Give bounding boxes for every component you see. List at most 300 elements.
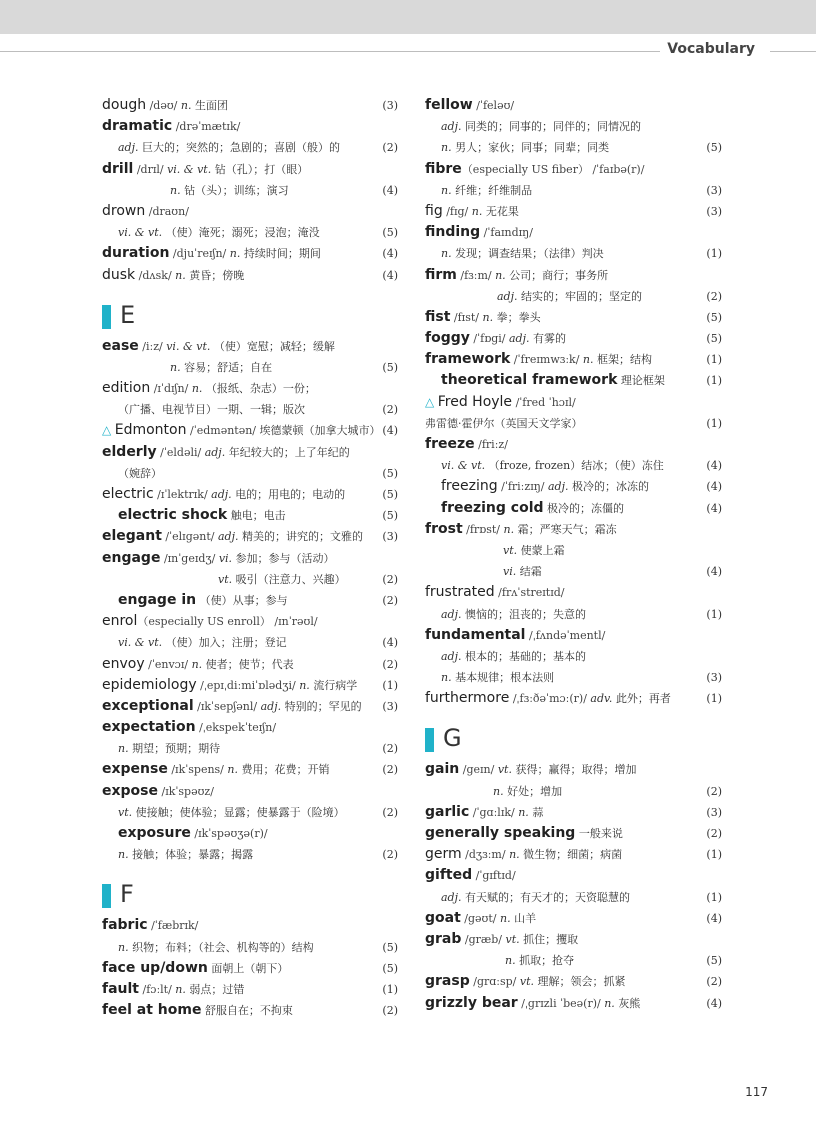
sense-row — [425, 137, 722, 158]
part-of-speech: vi. & vt. — [167, 162, 212, 176]
unit-number: (1) — [706, 374, 722, 388]
entry-row — [102, 717, 398, 738]
unit-number: (2) — [382, 403, 398, 417]
headword: dough — [102, 97, 147, 113]
entry-row — [425, 392, 722, 413]
definition: （froze, frozen）结冰；（使）冻住 — [488, 459, 664, 473]
sense-row — [425, 781, 722, 802]
part-of-speech: n. — [500, 911, 511, 925]
definition: 获得；赢得；取得；增加 — [515, 763, 637, 777]
part-of-speech: n. — [229, 247, 241, 261]
definition: 好处；增加 — [507, 784, 563, 798]
headword: garlic — [425, 803, 470, 820]
unit-number: (4) — [382, 183, 398, 197]
entry-row — [102, 590, 398, 611]
entry-row — [102, 159, 398, 180]
phonetic: /geɪn/ — [462, 763, 495, 777]
headword: frost — [425, 520, 463, 537]
entry-row — [425, 865, 722, 886]
headword: gifted — [425, 867, 473, 884]
headword: fault — [102, 980, 139, 997]
headword: drown — [102, 202, 146, 219]
part-of-speech: n. — [505, 954, 516, 968]
headword: fibre — [425, 160, 462, 177]
sense-row — [102, 357, 398, 378]
headword: exposure — [118, 825, 191, 841]
unit-number: (2) — [382, 572, 398, 586]
entry-row — [425, 498, 722, 519]
entry-row — [425, 929, 722, 950]
part-of-speech: n. — [299, 678, 310, 692]
definition: 结实的；牢固的；坚定的 — [521, 289, 643, 303]
sense-row — [425, 286, 722, 307]
part-of-speech: adj. — [211, 488, 232, 501]
entry-row — [425, 328, 722, 349]
phonetic: /ɪnˈrəʊl/ — [274, 615, 318, 629]
sense-row — [425, 950, 722, 971]
variant-spelling: （especially US enroll） — [137, 615, 271, 629]
phonetic: /ˈfred ˈhɔɪl/ — [515, 395, 576, 409]
phonetic: /ɪkˈspens/ — [171, 763, 224, 777]
sense-row — [425, 887, 722, 908]
phonetic: /ˈedməntən/ — [189, 424, 257, 438]
unit-number: (2) — [382, 1004, 398, 1018]
definition: 黄昏；傍晚 — [189, 268, 245, 282]
unit-number: (4) — [706, 996, 722, 1010]
unit-number: (4) — [706, 480, 722, 494]
headword: epidemiology — [102, 676, 197, 693]
definition: 流行病学 — [313, 678, 358, 692]
entry-row — [425, 519, 722, 540]
sense-row — [425, 413, 722, 434]
headword: engage in — [118, 591, 197, 608]
entry-row — [102, 696, 398, 717]
phonetic: /ɪˈlektrɪk/ — [157, 488, 208, 501]
phonetic: /ˈfæbrɪk/ — [151, 919, 199, 933]
entry-row — [425, 476, 722, 497]
section-marker — [102, 884, 111, 908]
left-column — [102, 95, 398, 1021]
phonetic: /friːz/ — [478, 438, 508, 451]
definition: （使）加入；注册；登记 — [165, 636, 287, 650]
entry-row — [102, 823, 398, 844]
part-of-speech: n. — [118, 940, 129, 954]
definition: 极冷的；冻僵的 — [547, 501, 625, 515]
unit-number: (5) — [706, 954, 722, 968]
phonetic: /ˈfaɪndɪŋ/ — [483, 226, 533, 240]
unit-number: (2) — [706, 289, 722, 303]
part-of-speech: n. — [175, 982, 186, 996]
phonetic: /ˈfaɪbə(r)/ — [592, 162, 645, 176]
headword: fundamental — [425, 626, 526, 643]
headword: frustrated — [425, 584, 495, 601]
part-of-speech: vt. — [218, 572, 233, 586]
headword: enrol — [102, 613, 138, 630]
definition: 埃德蒙顿（加拿大城市） — [259, 424, 381, 438]
definition: 钻（孔）；打（眼） — [214, 162, 309, 176]
part-of-speech: adv. — [590, 692, 613, 706]
top-gray-band — [0, 0, 816, 34]
section-letter: E — [120, 300, 136, 329]
sense-row — [425, 561, 722, 582]
definition: 生面团 — [194, 99, 228, 112]
part-of-speech: adj. — [497, 289, 518, 303]
part-of-speech: vt. — [505, 932, 520, 946]
part-of-speech: adj. — [509, 332, 530, 346]
part-of-speech: n. — [191, 382, 203, 396]
phonetic: /ˈgɪftɪd/ — [475, 869, 516, 883]
entry-row — [102, 781, 398, 802]
headword: furthermore — [425, 690, 510, 707]
definition: 钻（头）；训练；演习 — [184, 183, 289, 197]
sense-row — [102, 463, 398, 484]
definition: 根本的；基础的；基本的 — [465, 649, 587, 663]
phonetic: /dʌsk/ — [138, 268, 172, 282]
phonetic: /græb/ — [464, 932, 502, 946]
part-of-speech: vi. & vt. — [118, 636, 163, 650]
part-of-speech: n. — [503, 522, 515, 536]
phonetic: /frɒst/ — [466, 522, 500, 536]
headword: Edmonton — [114, 422, 187, 439]
definition: 期望；预期；期待 — [132, 742, 221, 756]
sense-row — [425, 604, 722, 625]
phonetic: /ˌfʌndəˈmentl/ — [528, 628, 606, 642]
entry-row — [425, 434, 722, 455]
phonetic: /ˌgrɪzli ˈbeə(r)/ — [521, 996, 601, 1010]
phonetic: /fɪst/ — [453, 310, 479, 324]
phonetic: /ˌepɪˌdiːmiˈɒlədʒi/ — [200, 678, 296, 692]
definition: （使）宽慰；减轻；缓解 — [213, 339, 335, 353]
headword: duration — [102, 245, 170, 262]
part-of-speech: adj. — [441, 890, 462, 904]
headword: dramatic — [102, 118, 173, 135]
headword: electric — [102, 486, 154, 502]
part-of-speech: n. — [180, 99, 192, 112]
definition: 一般来说 — [578, 827, 623, 840]
headword: freezing — [441, 478, 498, 495]
definition: 男人；家伙；同事；同辈；同类 — [455, 141, 610, 155]
phonetic: /ˌekspekˈteɪʃn/ — [199, 721, 277, 735]
sense-row — [102, 222, 398, 243]
definition: 吸引（注意力、兴趣） — [235, 572, 346, 586]
entry-row — [102, 442, 398, 463]
right-column — [425, 95, 722, 1014]
definition: 特别的；罕见的 — [284, 699, 362, 713]
entry-row — [102, 505, 398, 526]
unit-number: (4) — [706, 911, 722, 925]
unit-number: (5) — [706, 332, 722, 346]
headword: germ — [425, 846, 462, 863]
definition: 织物；布料；（社会、机构等的）结构 — [132, 940, 314, 954]
sense-row — [102, 802, 398, 823]
headword: theoretical framework — [441, 372, 618, 389]
sense-row — [102, 632, 398, 653]
unit-number: (4) — [706, 501, 722, 515]
entry-row — [425, 582, 722, 603]
unit-number: (4) — [382, 247, 398, 261]
unit-number: (3) — [706, 805, 722, 819]
unit-number: (3) — [382, 699, 398, 713]
unit-number: (4) — [706, 565, 722, 579]
entry-row — [425, 844, 722, 865]
unit-number: (5) — [706, 141, 722, 155]
unit-number: (5) — [382, 466, 398, 480]
entry-row — [425, 802, 722, 823]
entry-row — [425, 222, 722, 243]
part-of-speech: n. — [441, 183, 452, 197]
headword: gain — [425, 761, 460, 778]
headword: face up/down — [102, 959, 208, 976]
definition: （婉辞） — [118, 466, 162, 480]
definition: 舒服自在；不拘束 — [204, 1004, 293, 1018]
entry-row — [102, 915, 398, 936]
entry-row — [102, 420, 398, 441]
unit-number: (3) — [706, 183, 722, 197]
headword: generally speaking — [425, 825, 576, 841]
unit-number: (5) — [382, 360, 398, 374]
phonetic: /iːz/ — [142, 339, 163, 353]
part-of-speech: n. — [441, 141, 452, 155]
sense-row — [102, 937, 398, 958]
phonetic: /ˈfriːzɪŋ/ — [501, 480, 545, 494]
headword: envoy — [102, 655, 145, 672]
entry-row — [425, 370, 722, 391]
unit-number: (3) — [382, 530, 398, 544]
headword: freezing cold — [441, 499, 544, 516]
headword: feel at home — [102, 1002, 202, 1019]
entry-row — [102, 526, 398, 547]
phonetic: /grɑːsp/ — [473, 975, 517, 989]
definition: 发现；调查结果；（法律）判决 — [455, 247, 604, 261]
sense-row — [102, 738, 398, 759]
section-heading — [102, 286, 398, 336]
definition: 山羊 — [514, 911, 537, 925]
phonetic: /djuˈreɪʃn/ — [172, 247, 227, 261]
definition: 面朝上（朝下） — [211, 961, 289, 975]
section-heading — [102, 865, 398, 915]
sense-row — [425, 116, 722, 137]
definition: 容易；舒适；自在 — [184, 360, 273, 374]
headword: grizzly bear — [425, 994, 518, 1011]
part-of-speech: vt. — [497, 763, 512, 777]
headword: engage — [102, 549, 161, 566]
part-of-speech: adj. — [441, 649, 462, 663]
definition: 有雾的 — [533, 332, 567, 346]
part-of-speech: n. — [175, 268, 186, 282]
unit-number: (5) — [706, 310, 722, 324]
part-of-speech: vi. & vt. — [166, 339, 211, 353]
headword: foggy — [425, 330, 470, 347]
entry-row — [102, 116, 398, 137]
part-of-speech: n. — [441, 247, 452, 261]
entry-row — [425, 908, 722, 929]
definition: 巨大的；突然的；急剧的；喜剧（般）的 — [142, 141, 341, 155]
phonetic: /dʒɜːm/ — [465, 848, 506, 862]
entry-row — [102, 548, 398, 569]
entry-row — [102, 611, 398, 632]
definition: 费用；花费；开销 — [241, 763, 330, 777]
phonetic: /drɪl/ — [136, 162, 164, 176]
phonetic: /fɜːm/ — [460, 268, 492, 282]
headword: finding — [425, 224, 481, 241]
section-letter: G — [443, 724, 462, 753]
part-of-speech: vi. — [218, 551, 233, 565]
definition: 理论框架 — [620, 374, 665, 388]
part-of-speech: vt. — [118, 805, 133, 819]
phonetic: /ˈfɒgi/ — [473, 332, 506, 346]
entry-row — [425, 759, 722, 780]
entry-row — [102, 243, 398, 264]
phonetic: /ˈenvɔɪ/ — [148, 657, 189, 671]
part-of-speech: vi. & vt. — [118, 226, 163, 240]
unit-number: (1) — [706, 890, 722, 904]
unit-number: (5) — [382, 488, 398, 501]
definition: 懊恼的；沮丧的；失意的 — [465, 607, 587, 621]
entry-row — [425, 625, 722, 646]
entry-row — [102, 336, 398, 357]
part-of-speech: adj. — [204, 445, 226, 459]
unit-number: (2) — [382, 848, 398, 862]
part-of-speech: adj. — [260, 699, 282, 713]
entry-row — [102, 95, 398, 116]
definition: （报纸、杂志）一份； — [205, 382, 316, 396]
entry-row — [102, 675, 398, 696]
part-of-speech: n. — [170, 360, 181, 374]
definition: 参加；参与（活动） — [235, 551, 335, 565]
unit-number: (1) — [706, 607, 722, 621]
definition: 持续时间；期间 — [243, 247, 321, 261]
sense-row — [102, 399, 398, 420]
headword: expectation — [102, 719, 196, 736]
entry-row — [102, 378, 398, 399]
part-of-speech: vi. & vt. — [441, 459, 486, 473]
unit-number: (3) — [706, 671, 722, 685]
headword: fabric — [102, 917, 148, 934]
part-of-speech: adj. — [118, 141, 139, 155]
part-of-speech: vt. — [519, 975, 535, 989]
unit-number: (5) — [382, 940, 398, 954]
headword: electric shock — [118, 507, 228, 524]
phonetic: /fɔːlt/ — [142, 982, 172, 996]
sense-row — [425, 667, 722, 688]
headword: firm — [425, 266, 457, 283]
headword: freeze — [425, 436, 475, 452]
unit-number: (1) — [706, 848, 722, 862]
definition: 触电；电击 — [230, 509, 286, 523]
entry-row — [102, 265, 398, 286]
entry-row — [102, 484, 398, 505]
definition: 抓住；攫取 — [523, 932, 579, 946]
definition: （使）淹死；溺死；浸泡；淹没 — [165, 226, 320, 240]
unit-number: (1) — [382, 678, 398, 692]
headword: fig — [425, 202, 443, 219]
phonetic: /ˈfreɪmwɜːk/ — [513, 353, 580, 367]
headword: elderly — [102, 443, 157, 460]
definition: 理解；领会；抓紧 — [537, 975, 626, 989]
phonetic: /ɪkˈspəʊʒə(r)/ — [194, 827, 268, 840]
definition: 弗雷德·霍伊尔（英国天文学家） — [425, 416, 583, 430]
definition: 蒜 — [532, 805, 544, 819]
unit-number: (4) — [382, 268, 398, 282]
entry-row — [425, 201, 722, 222]
unit-number: (3) — [382, 99, 398, 112]
definition: 弱点；过错 — [189, 982, 245, 996]
headword: goat — [425, 909, 461, 926]
entry-row — [102, 1000, 398, 1021]
headword: grab — [425, 930, 462, 947]
phonetic: /dəʊ/ — [149, 99, 178, 112]
phonetic: /ˈelɪgənt/ — [165, 530, 215, 544]
definition: 年纪较大的；上了年纪的 — [228, 445, 350, 459]
section-heading — [425, 709, 722, 759]
unit-number: (1) — [382, 982, 398, 996]
part-of-speech: vt. — [503, 543, 518, 557]
section-letter: F — [120, 880, 134, 909]
header-rule-left — [0, 51, 660, 52]
entry-row — [102, 958, 398, 979]
definition: 抓取；抢夺 — [519, 954, 575, 968]
headword: drill — [102, 160, 134, 177]
definition: 结霜 — [519, 565, 542, 579]
unit-number: (5) — [382, 961, 398, 975]
sense-row — [102, 569, 398, 590]
entry-row — [425, 993, 722, 1014]
sense-row — [425, 180, 722, 201]
sense-row — [425, 646, 722, 667]
entry-row — [425, 159, 722, 180]
definition: 精美的；讲究的；文雅的 — [241, 530, 363, 544]
part-of-speech: n. — [441, 671, 452, 685]
part-of-speech: n. — [191, 657, 203, 671]
proper-noun-icon: △ — [102, 423, 112, 438]
phonetic: /ɪkˈsepʃənl/ — [197, 699, 258, 713]
unit-number: (4) — [382, 424, 398, 438]
part-of-speech: n. — [227, 763, 238, 777]
unit-number: (2) — [382, 763, 398, 777]
part-of-speech: n. — [118, 848, 129, 862]
header-rule-right — [770, 51, 816, 52]
part-of-speech: n. — [118, 742, 129, 756]
definition: 无花果 — [485, 204, 519, 218]
headword: dusk — [102, 266, 136, 283]
definition: 使蒙上霜 — [520, 543, 565, 557]
phonetic: /frʌˈstreɪtɪd/ — [498, 586, 565, 600]
page-number: 117 — [745, 1085, 768, 1099]
unit-number: (2) — [382, 593, 398, 607]
definition: 框架；结构 — [597, 353, 652, 367]
unit-number: (2) — [382, 141, 398, 155]
phonetic: /ˈfeləʊ/ — [476, 99, 515, 112]
entry-row — [425, 688, 722, 709]
definition: 纤维；纤维制品 — [455, 183, 533, 197]
phonetic: /ˈeldəli/ — [160, 445, 202, 459]
headword: ease — [102, 337, 139, 354]
unit-number: (4) — [382, 636, 398, 650]
unit-number: (1) — [706, 692, 722, 706]
headword: fist — [425, 308, 451, 325]
part-of-speech: n. — [518, 805, 529, 819]
entry-row — [102, 654, 398, 675]
definition: 拳；拳头 — [496, 310, 541, 324]
sense-row — [102, 180, 398, 201]
unit-number: (3) — [706, 204, 722, 218]
entry-row — [425, 265, 722, 286]
part-of-speech: vi. — [503, 565, 517, 579]
proper-noun-icon: △ — [425, 394, 435, 409]
definition: 基本规律；根本法则 — [455, 671, 555, 685]
phonetic: /fɪg/ — [446, 204, 469, 218]
definition: 公司；商行；事务所 — [509, 268, 609, 282]
